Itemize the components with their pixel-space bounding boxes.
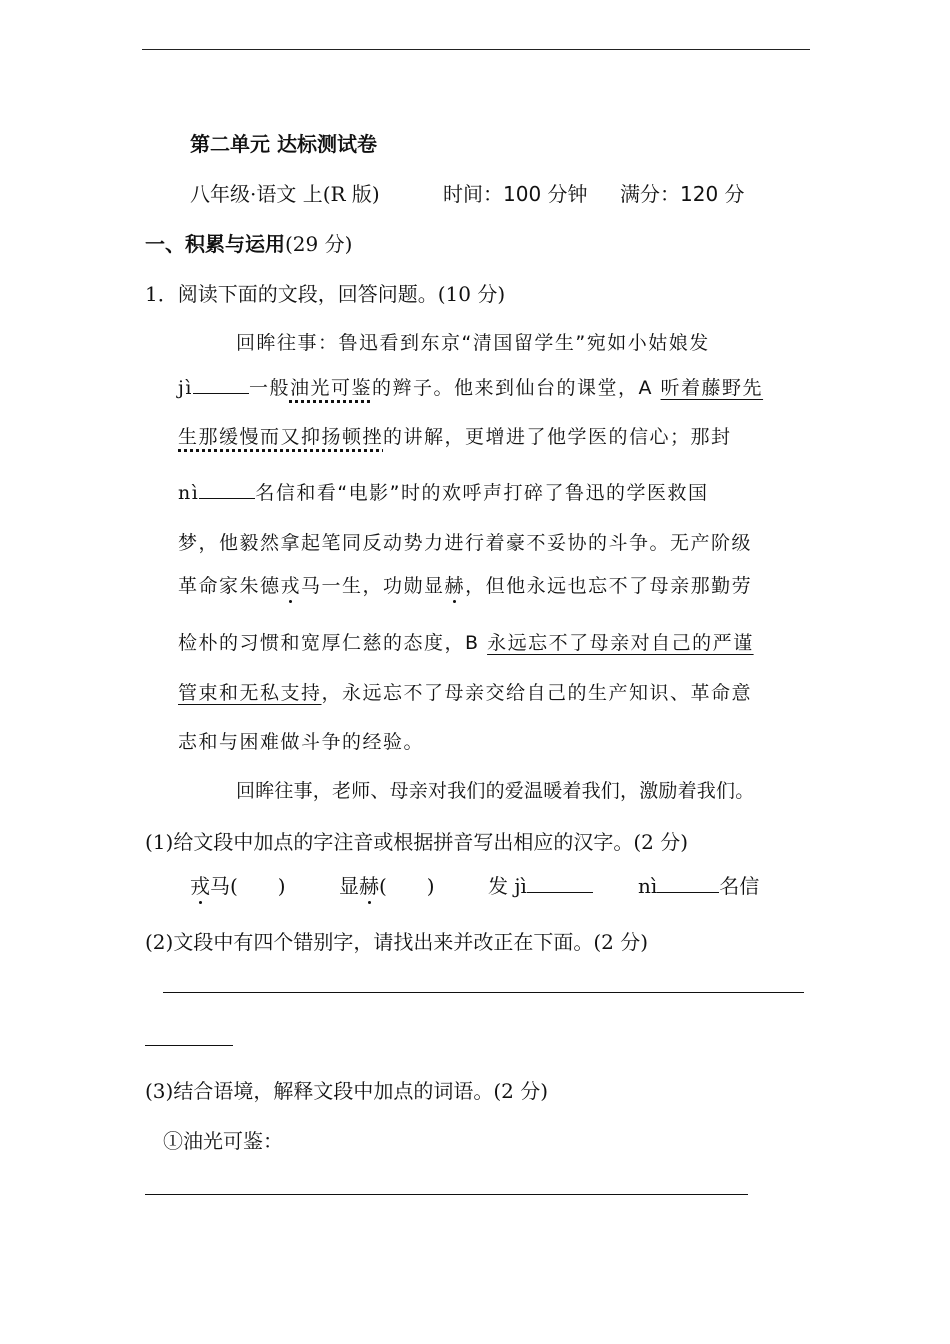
underlined-sentence-b: 永远忘不了母亲对自己的严谨 (487, 632, 754, 654)
passage-line-9: 志和与困难做斗争的经验。 (178, 731, 425, 753)
dotted-word-youguangkejian: 油光可鉴 (289, 377, 372, 399)
answer-slot[interactable]: 马( ) (210, 874, 286, 898)
passage-text: ，永远忘不了母亲交给自己的生产知识、革命意 (321, 682, 753, 704)
section-label: 一、积累与运用 (145, 232, 285, 256)
answer-slot[interactable]: ( ) (379, 874, 435, 898)
question-prompt: 阅读下面的文段，回答问题。(10 分) (177, 282, 506, 306)
passage-line-2 (178, 373, 763, 400)
underlined-sentence-a: 听着藤野先 (660, 377, 764, 399)
passage-line-7 (178, 628, 754, 655)
time-value: 100 分钟 (503, 182, 588, 206)
grade-subject: 八年级·语文 上(R 版) (190, 182, 380, 206)
passage-line-8 (178, 678, 752, 705)
time-label: 时间： (443, 182, 503, 206)
blank-ni-answer[interactable] (657, 874, 719, 893)
sub-question-1: (1)给文段中加点的字注音或根据拼音写出相应的汉字。(2 分) (145, 830, 689, 854)
underlined-sentence-a-cont: 生那缓慢而又抑扬顿挫 (178, 426, 384, 448)
sub1-item-rong (190, 870, 286, 899)
passage-text: 革命家朱德 (178, 575, 281, 597)
answer-line-3a[interactable] (145, 1194, 748, 1195)
passage-text: 一般 (248, 377, 290, 399)
question-number: 1． (145, 282, 178, 306)
underlined-sentence-b-cont: 管束和无私支持 (178, 682, 322, 704)
blank-ni[interactable] (199, 480, 255, 499)
sub1-item-ji (488, 870, 593, 899)
dotted-char-he: 赫 (359, 874, 379, 898)
score-info (620, 178, 745, 207)
passage-line-3 (178, 422, 732, 449)
answer-text: 显 (339, 874, 359, 898)
dotted-char-rong: 戎 (190, 874, 210, 898)
sub-question-2: (2)文段中有四个错别字，请找出来并改正在下面。(2 分) (145, 930, 649, 954)
sub1-item-ni (638, 870, 759, 899)
answer-text: 名信 (719, 874, 760, 898)
answer-text: nì (638, 874, 658, 898)
sub-question-3: (3)结合语境，解释文段中加点的词语。(2 分) (145, 1079, 549, 1103)
sub1-item-he (339, 870, 435, 899)
dotted-char-he: 赫 (444, 575, 466, 597)
passage-text: 马一生，功勋显 (301, 575, 445, 597)
blank-ji[interactable] (193, 375, 249, 394)
passage-text: 的辫子。他来到仙台的课堂，A (372, 377, 661, 399)
passage-line-1: 回眸往事：鲁迅看到东京“清国留学生”宛如小姑娘发 (236, 332, 710, 354)
answer-line-2a[interactable] (163, 992, 804, 993)
pinyin-ni: nì (178, 482, 200, 504)
passage-text: 检朴的习惯和宽厚仁慈的态度，B (178, 632, 488, 654)
passage-text: 名信和看“电影”时的欢呼声打碎了鲁迅的学医救国 (255, 482, 709, 504)
answer-line-2b[interactable] (145, 1045, 233, 1046)
passage-text: 的讲解，更增进了他学医的信心；那封 (383, 426, 732, 448)
sub3-item-1: ①油光可鉴： (163, 1129, 283, 1153)
passage-line-5: 梦，他毅然拿起笔同反动势力进行着豪不妥协的斗争。无产阶级 (178, 532, 753, 554)
passage-line-10: 回眸往事，老师、母亲对我们的爱温暖着我们，激励着我们。 (236, 780, 755, 802)
page-title: 第二单元 达标测试卷 (190, 132, 377, 156)
score-label: 满分： (620, 182, 680, 206)
score-value: 120 分 (680, 182, 745, 206)
section-heading (145, 228, 352, 257)
dotted-char-rong: 戎 (280, 575, 302, 597)
passage-line-4 (178, 478, 709, 505)
question-1 (145, 278, 505, 307)
header-rule (142, 49, 810, 50)
pinyin-ji: jì (178, 377, 193, 399)
blank-ji-answer[interactable] (527, 874, 593, 893)
time-info (443, 178, 588, 207)
passage-line-6 (178, 571, 752, 598)
passage-text: ，但他永远也忘不了母亲那勤劳 (465, 575, 753, 597)
answer-text: 发 jì (488, 874, 527, 898)
section-points: (29 分) (285, 232, 353, 256)
